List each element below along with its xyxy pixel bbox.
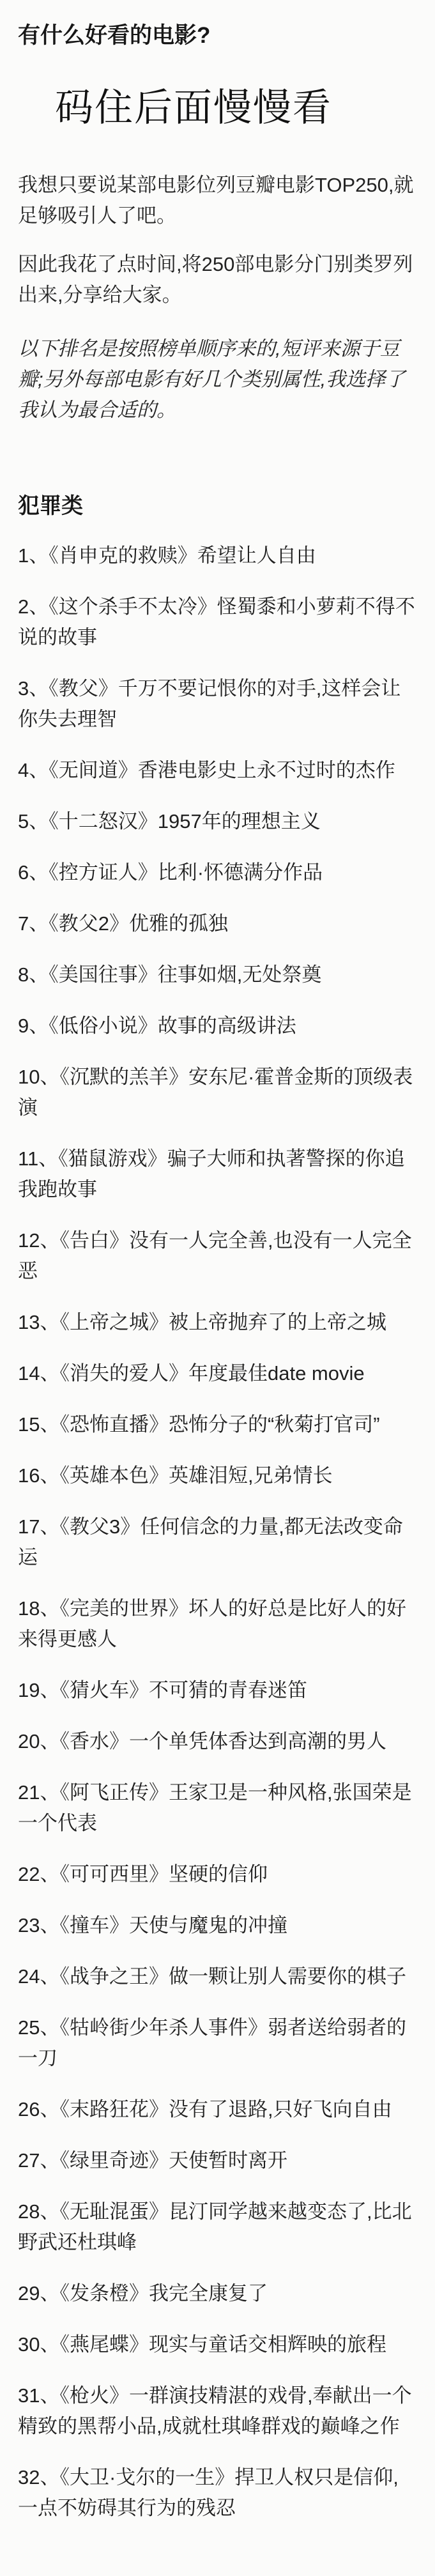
movie-comment: 骗子大师和执著警探的你追我跑故事 bbox=[18, 1147, 405, 1200]
movie-title: 《消失的爱人》 bbox=[59, 1362, 188, 1384]
movie-rank: 1、 bbox=[18, 544, 49, 567]
movie-title: 《无间道》 bbox=[49, 759, 138, 781]
movie-rank: 24、 bbox=[18, 1965, 60, 1988]
movie-title: 《猜火车》 bbox=[59, 1679, 149, 1701]
movie-rank: 18、 bbox=[18, 1597, 60, 1620]
movie-title: 《肖申克的救赎》 bbox=[49, 544, 197, 567]
movie-title: 《十二怒汉》 bbox=[49, 810, 158, 832]
movie-title: 《英雄本色》 bbox=[59, 1464, 169, 1487]
movie-title: 《美国往事》 bbox=[49, 963, 158, 986]
movie-list bbox=[0, 540, 435, 2524]
movie-comment: 捍卫人权只是信仰,一点不妨碍其行为的残忍 bbox=[18, 2466, 399, 2519]
movie-list-item bbox=[18, 1593, 416, 1655]
movie-list-item bbox=[18, 1859, 416, 1890]
movie-rank: 13、 bbox=[18, 1311, 60, 1333]
movie-rank: 26、 bbox=[18, 2098, 60, 2120]
movie-comment: 没有一人完全善,也没有一人完全恶 bbox=[18, 1229, 412, 1282]
movie-rank: 21、 bbox=[18, 1781, 60, 1804]
movie-title: 《告白》 bbox=[59, 1229, 129, 1252]
movie-title: 《上帝之城》 bbox=[59, 1311, 169, 1333]
question-title: 有什么好看的电影? bbox=[18, 23, 211, 48]
movie-title: 《战争之王》 bbox=[59, 1965, 169, 1988]
movie-comment: 1957年的理想主义 bbox=[157, 810, 321, 832]
movie-comment: 做一颗让别人需要你的棋子 bbox=[168, 1965, 406, 1988]
movie-list-item bbox=[18, 1225, 416, 1287]
movie-list-item bbox=[18, 673, 416, 735]
movie-list-item bbox=[18, 1144, 416, 1205]
section-title-crime: 犯罪类 bbox=[18, 494, 83, 518]
movie-rank: 14、 bbox=[18, 1362, 60, 1384]
movie-rank: 30、 bbox=[18, 2333, 60, 2356]
movie-comment: 安东尼·霍普金斯的顶级表演 bbox=[18, 1066, 413, 1119]
movie-rank: 2、 bbox=[18, 595, 49, 618]
headline-text: 码住后面慢慢看 bbox=[55, 86, 332, 129]
movie-list-item bbox=[18, 2329, 416, 2360]
movie-rank: 16、 bbox=[18, 1464, 60, 1487]
movie-comment: 恐怖分子的“秋菊打官司” bbox=[168, 1413, 380, 1436]
movie-list-item bbox=[18, 1961, 416, 1992]
movie-list-item bbox=[18, 857, 416, 888]
movie-rank: 7、 bbox=[18, 912, 49, 935]
movie-comment: 弱者送给弱者的一刀 bbox=[18, 2016, 406, 2069]
movie-title: 《教父2》 bbox=[49, 912, 129, 935]
movie-comment: 被上帝抛弃了的上帝之城 bbox=[168, 1311, 386, 1333]
movie-comment: 坏人的好总是比好人的好来得更感人 bbox=[18, 1597, 406, 1650]
movie-comment: 没有了退路,只好飞向自由 bbox=[168, 2098, 392, 2120]
movie-title: 《大卫·戈尔的一生》 bbox=[59, 2466, 235, 2488]
movie-title: 《枪火》 bbox=[59, 2384, 129, 2407]
movie-list-item bbox=[18, 2145, 416, 2176]
ranking-note: 以下排名是按照榜单顺序来的,短评来源于豆瓣;另外每部电影有好几个类别属性,我选择了我认为最合适的。 bbox=[18, 337, 406, 421]
movie-title: 《恐怖直播》 bbox=[59, 1413, 169, 1436]
movie-rank: 9、 bbox=[18, 1015, 49, 1037]
movie-title: 《低俗小说》 bbox=[49, 1015, 158, 1037]
movie-list-item bbox=[18, 1777, 416, 1839]
movie-list-item bbox=[18, 540, 416, 571]
movie-comment: 香港电影史上永不过时的杰作 bbox=[137, 759, 395, 781]
movie-list-item bbox=[18, 592, 416, 653]
movie-title: 《这个杀手不太冷》 bbox=[49, 595, 217, 618]
movie-rank: 3、 bbox=[18, 677, 49, 700]
movie-rank: 20、 bbox=[18, 1730, 60, 1752]
movie-title: 《燕尾蝶》 bbox=[59, 2333, 149, 2356]
movie-comment: 优雅的孤独 bbox=[129, 912, 228, 935]
movie-comment: 希望让人自由 bbox=[197, 544, 316, 567]
movie-rank: 12、 bbox=[18, 1229, 60, 1252]
movie-title: 《可可西里》 bbox=[59, 1863, 169, 1885]
movie-title: 《完美的世界》 bbox=[59, 1597, 188, 1620]
movie-comment: 坚硬的信仰 bbox=[168, 1863, 268, 1885]
movie-comment: 千万不要记恨你的对手,这样会让你失去理智 bbox=[18, 677, 401, 730]
movie-rank: 27、 bbox=[18, 2149, 60, 2172]
movie-comment: 一个单凭体香达到高潮的男人 bbox=[128, 1730, 386, 1752]
movie-rank: 4、 bbox=[18, 759, 49, 781]
movie-rank: 11、 bbox=[18, 1147, 59, 1170]
movie-list-item bbox=[18, 2196, 416, 2258]
movie-list-item bbox=[18, 2380, 416, 2442]
movie-list-item bbox=[18, 1307, 416, 1338]
movie-list-item bbox=[18, 755, 416, 786]
movie-title: 《无耻混蛋》 bbox=[59, 2200, 169, 2223]
movie-list-item bbox=[18, 2094, 416, 2125]
movie-title: 《牯岭街少年杀人事件》 bbox=[59, 2016, 268, 2039]
movie-rank: 28、 bbox=[18, 2200, 60, 2223]
movie-comment: 故事的高级讲法 bbox=[157, 1015, 296, 1037]
movie-list-item bbox=[18, 960, 416, 990]
movie-comment: 一群演技精湛的戏骨,奉献出一个精致的黑帮小品,成就杜琪峰群戏的巅峰之作 bbox=[18, 2384, 412, 2437]
movie-title: 《绿里奇迹》 bbox=[59, 2149, 169, 2172]
intro-paragraph-1: 我想只要说某部电影位列豆瓣电影TOP250,就足够吸引人了吧。 bbox=[18, 174, 414, 227]
movie-list-item bbox=[18, 1460, 416, 1491]
movie-rank: 5、 bbox=[18, 810, 49, 832]
movie-list-item bbox=[18, 1011, 416, 1041]
movie-rank: 17、 bbox=[18, 1515, 60, 1538]
movie-comment: 比利·怀德满分作品 bbox=[157, 861, 323, 884]
movie-list-item bbox=[18, 2012, 416, 2074]
movie-title: 《末路狂花》 bbox=[59, 2098, 169, 2120]
movie-list-item bbox=[18, 1062, 416, 1123]
movie-title: 《沉默的羔羊》 bbox=[59, 1066, 188, 1088]
movie-comment: 天使暂时离开 bbox=[168, 2149, 287, 2172]
movie-list-item bbox=[18, 2462, 416, 2524]
movie-comment: 怪蜀黍和小萝莉不得不说的故事 bbox=[18, 595, 415, 648]
movie-title: 《猫鼠游戏》 bbox=[58, 1147, 167, 1170]
movie-list-item bbox=[18, 1409, 416, 1440]
movie-comment: 不可猜的青春迷笛 bbox=[148, 1679, 307, 1701]
movie-title: 《教父》 bbox=[49, 677, 118, 700]
movie-list-item bbox=[18, 806, 416, 837]
movie-rank: 10、 bbox=[18, 1066, 60, 1088]
movie-rank: 32、 bbox=[18, 2466, 60, 2488]
movie-rank: 22、 bbox=[18, 1863, 60, 1885]
movie-comment: 任何信念的力量,都无法改变命运 bbox=[18, 1515, 403, 1568]
movie-title: 《控方证人》 bbox=[49, 861, 158, 884]
movie-rank: 25、 bbox=[18, 2016, 60, 2039]
movie-comment: 我完全康复了 bbox=[148, 2282, 268, 2304]
movie-comment: 王家卫是一种风格,张国荣是一个代表 bbox=[18, 1781, 412, 1834]
movie-list-item bbox=[18, 1358, 416, 1389]
movie-rank: 19、 bbox=[18, 1679, 60, 1701]
movie-comment: 昆汀同学越来越变态了,比北野武还杜琪峰 bbox=[18, 2200, 412, 2253]
movie-title: 《阿飞正传》 bbox=[59, 1781, 169, 1804]
movie-title: 《发条橙》 bbox=[59, 2282, 149, 2304]
movie-comment: 天使与魔鬼的冲撞 bbox=[128, 1914, 287, 1936]
movie-rank: 29、 bbox=[18, 2282, 60, 2304]
intro-paragraph-2: 因此我花了点时间,将250部电影分门别类罗列出来,分享给大家。 bbox=[18, 253, 413, 306]
movie-comment: 往事如烟,无处祭奠 bbox=[157, 963, 322, 986]
movie-rank: 31、 bbox=[18, 2384, 60, 2407]
movie-comment: 英雄泪短,兄弟情长 bbox=[168, 1464, 333, 1487]
movie-title: 《香水》 bbox=[59, 1730, 129, 1752]
movie-list-item bbox=[18, 908, 416, 939]
movie-list-item bbox=[18, 1512, 416, 1573]
movie-rank: 15、 bbox=[18, 1413, 60, 1436]
movie-rank: 6、 bbox=[18, 861, 49, 884]
movie-rank: 8、 bbox=[18, 963, 49, 986]
movie-title: 《撞车》 bbox=[59, 1914, 129, 1936]
movie-list-item bbox=[18, 1910, 416, 1941]
movie-list-item bbox=[18, 1726, 416, 1757]
movie-comment: 现实与童话交相辉映的旅程 bbox=[148, 2333, 386, 2356]
movie-list-item bbox=[18, 2278, 416, 2309]
movie-comment: 年度最佳date movie bbox=[188, 1362, 365, 1384]
movie-list-item bbox=[18, 1675, 416, 1706]
movie-rank: 23、 bbox=[18, 1914, 60, 1936]
movie-title: 《教父3》 bbox=[59, 1515, 141, 1538]
